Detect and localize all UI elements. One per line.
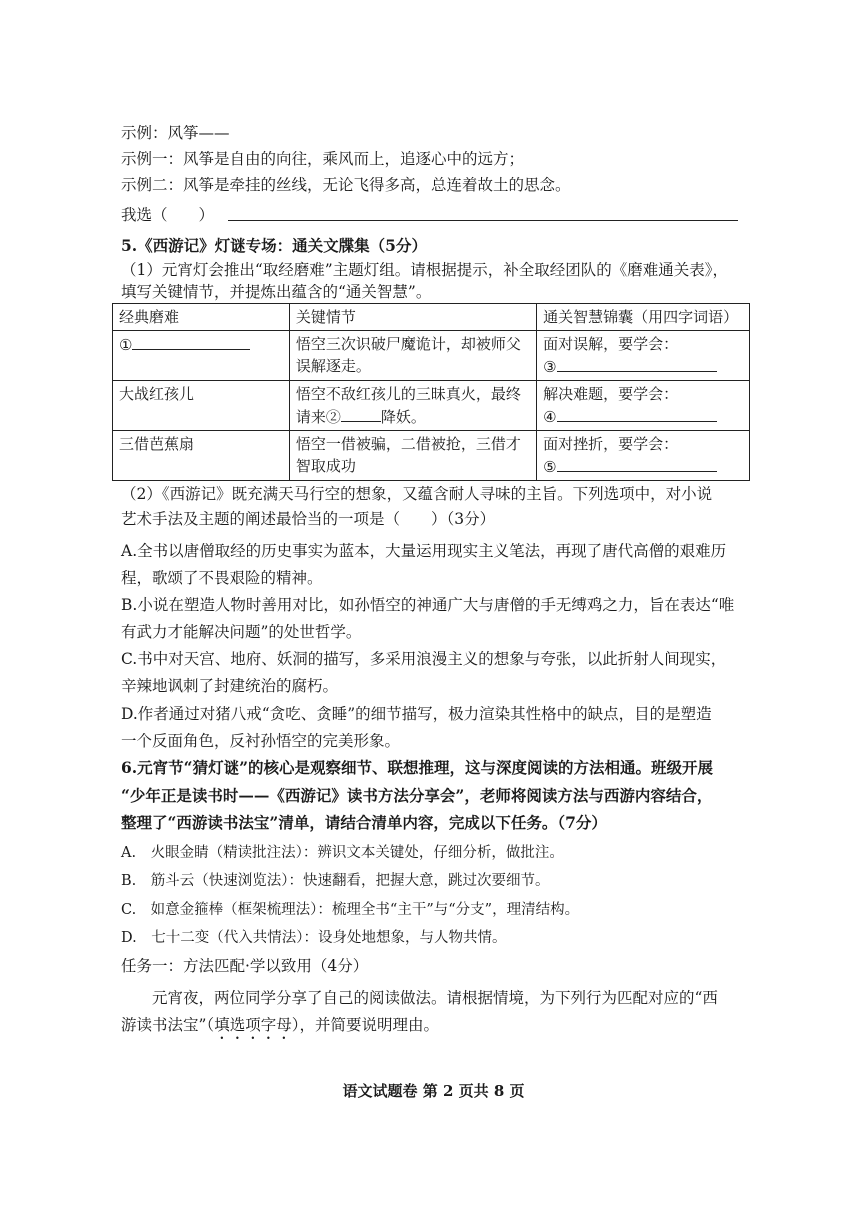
q5-part1-line1: （1）元宵灯会推出“取经磨难”主题灯组。请根据提示，补全取经团队的《磨难通关表》，	[121, 261, 728, 279]
cell-wisdom	[537, 331, 750, 381]
plot-line-tail: 降妖。	[380, 408, 426, 426]
method-c: C. 如意金箍棒（框架梳理法）：梳理全书“主干”与“分支”，理清结构。	[121, 902, 580, 918]
q6-line1: 6.元宵节“猜灯谜”的核心是观察细节、联想推理，这与深度阅读的方法相通。班级开展	[121, 758, 714, 777]
option-c-line2: 辛辣地讽刺了封建统治的腐朽。	[121, 677, 339, 695]
page-footer: 语文试题卷 第 2 页共 8 页	[342, 1082, 525, 1100]
blank-marker-4: ④	[543, 408, 557, 426]
blank-marker-2: 请来②	[295, 408, 341, 426]
table-row	[113, 381, 750, 431]
task1-title: 任务一：方法匹配·学以致用（4分）	[121, 957, 369, 975]
fill-blank-3[interactable]	[557, 355, 717, 372]
option-c-line1[interactable]: C.书中对天宫、地府、妖洞的描写，多采用浪漫主义的想象与夸张，以此折射人间现实，	[121, 650, 727, 668]
cell-plot	[289, 331, 536, 381]
task1-text: ），并简要说明理由。	[291, 1016, 439, 1034]
q5-part2-line1: （2）《西游记》既充满天马行空的想象，又蕴含耐人寻味的主旨。下列选项中，对小说	[121, 485, 713, 503]
fill-blank-5[interactable]	[557, 455, 717, 472]
q5-part1-line2: 填写关键情节，并提炼出蕴含的“通关智慧”。	[121, 283, 432, 301]
method-a: A. 火眼金睛（精读批注法）：辨识文本关键处，仔细分析，做批注。	[121, 845, 564, 861]
plot-line: 智取成功	[295, 457, 356, 475]
option-d-line2: 一个反面角色，反衬孙悟空的完美形象。	[121, 732, 401, 750]
pass-table	[112, 303, 750, 481]
answer-blank-line[interactable]	[228, 220, 738, 221]
header-plot: 关键情节	[289, 304, 536, 331]
blank-marker-1: ①	[119, 336, 133, 354]
option-d-line1[interactable]: D.作者通过对猪八戒“贪吃、贪睡”的细节描写，极力渲染其性格中的缺点，目的是塑造	[121, 705, 712, 723]
pass-table-header	[113, 304, 750, 331]
q5-title: 5.《西游记》灯谜专场：通关文牒集（5分）	[121, 236, 427, 255]
header-wisdom: 通关智慧锦囊（用四字词语）	[537, 304, 750, 331]
option-b-line2: 有武力才能解决问题”的处世哲学。	[121, 623, 362, 641]
plot-line: 悟空三次识破尸魔诡计，却被师父	[295, 335, 521, 353]
wisdom-prompt: 解决难题，要学会：	[543, 385, 679, 403]
table-row	[113, 331, 750, 381]
wisdom-prompt: 面对挫折，要学会：	[543, 435, 679, 453]
fill-blank-2[interactable]	[341, 405, 381, 422]
table-row	[113, 431, 750, 481]
example-line-0: 示例：风筝——	[121, 124, 230, 142]
q6-line3: 整理了“西游读书法宝”清单，请结合清单内容，完成以下任务。（7分）	[121, 813, 607, 832]
example-line-2: 示例二：风筝是牵挂的丝线，无论飞得多高，总连着故土的思念。	[121, 176, 571, 194]
task1-text: 游读书法宝”（	[121, 1016, 215, 1034]
fill-blank-4[interactable]	[557, 405, 717, 422]
option-a-line2: 程，歌颂了不畏艰险的精神。	[121, 569, 323, 587]
emphasis-text: 填选项字母	[214, 1016, 292, 1034]
cell-wisdom	[537, 381, 750, 431]
option-b-line1[interactable]: B.小说在塑造人物时善用对比，如孙悟空的神通广大与唐僧的手无缚鸡之力，旨在表达“唯	[121, 596, 735, 614]
cell-wisdom	[537, 431, 750, 481]
plot-line: 误解逐走。	[295, 357, 371, 375]
fill-blank-1[interactable]	[132, 333, 250, 350]
cell-hardship	[113, 331, 290, 381]
q5-part2-line2: 艺术手法及主题的阐述最恰当的一项是（ ）（3分）	[121, 510, 496, 528]
q6-line2: “少年正是读书时——《西游记》读书方法分享会”，老师将阅读方法与西游内容结合，	[121, 786, 713, 805]
method-b: B. 筋斗云（快速浏览法）：快速翻看，把握大意，跳过次要细节。	[121, 873, 550, 889]
task1-para-line1: 元宵夜，两位同学分享了自己的阅读做法。请根据情境，为下列行为匹配对应的“西	[152, 989, 718, 1007]
header-hardship: 经典磨难	[113, 304, 290, 331]
cell-hardship: 三借芭蕉扇	[113, 431, 290, 481]
blank-marker-5: ⑤	[543, 458, 557, 476]
blank-marker-3: ③	[543, 358, 557, 376]
cell-plot	[289, 381, 536, 431]
cell-hardship: 大战红孩儿	[113, 381, 290, 431]
wisdom-prompt: 面对误解，要学会：	[543, 335, 679, 353]
task1-para-line2	[121, 1014, 439, 1043]
plot-line: 悟空不敌红孩儿的三昧真火，最终	[295, 385, 521, 403]
cell-plot	[289, 431, 536, 481]
example-line-1: 示例一：风筝是自由的向往，乘风而上，追逐心中的远方；	[121, 150, 525, 168]
plot-line: 悟空一借被骗，二借被抢，三借才	[295, 435, 521, 453]
method-d: D. 七十二变（代入共情法）：设身处地想象，与人物共情。	[121, 930, 507, 946]
option-a-line1[interactable]: A.全书以唐僧取经的历史事实为蓝本，大量运用现实主义笔法，再现了唐代高僧的艰难历	[121, 542, 727, 560]
choice-label: 我选（ ）	[121, 206, 215, 224]
